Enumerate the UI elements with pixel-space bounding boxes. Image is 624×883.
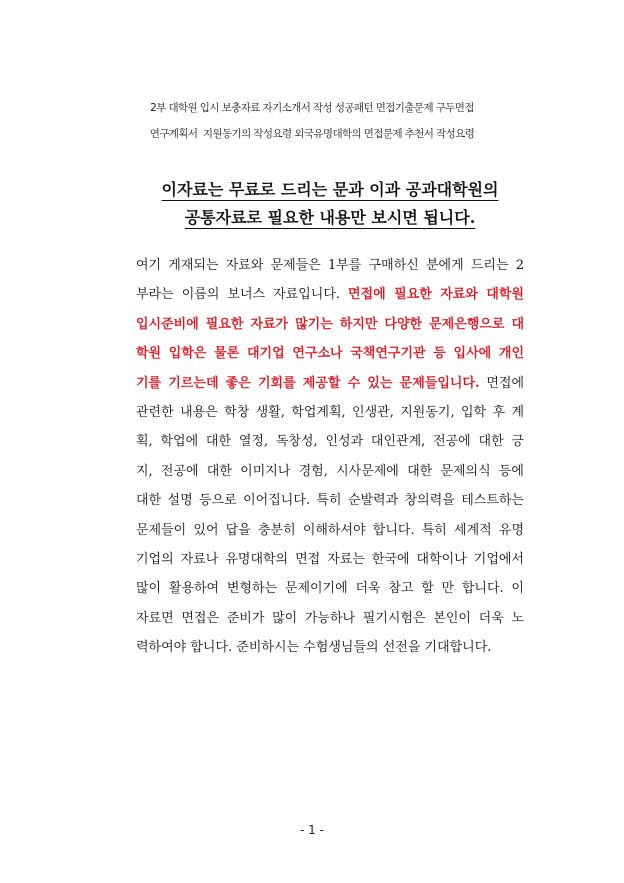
title-line-1: 이자료는 무료로 드리는 문과 이과 공과대학원의 bbox=[161, 180, 499, 199]
title-row-2 bbox=[136, 204, 524, 232]
highlighted-text: 학원 입학은 물론 대기업 연구소나 국책연구기관 등 입사에 개인 bbox=[136, 346, 524, 362]
body-line bbox=[136, 310, 524, 339]
body-text: 부라는 이름의 보너스 자료입니다. bbox=[136, 287, 349, 303]
body-line bbox=[136, 604, 524, 633]
body-text: 면접에 bbox=[479, 375, 524, 391]
body-line bbox=[136, 486, 524, 515]
page-number: - 1 - bbox=[300, 823, 324, 837]
body-line bbox=[136, 516, 524, 545]
body-line-last bbox=[136, 633, 524, 662]
body-text: 력하여야 합니다. 준비하시는 수험생님들의 선전을 기대합니다. bbox=[136, 640, 492, 656]
header-line-1: 2부 대학원 입시 보충자료 자기소개서 작성 성공패턴 면접기출문제 구두면접 bbox=[150, 102, 474, 114]
body-paragraph bbox=[136, 251, 524, 662]
highlighted-text: 입시준비에 필요한 자료가 많기는 하지만 다양한 문제은행으로 대 bbox=[136, 316, 524, 332]
body-text: 기업의 자료나 유명대학의 면접 자료는 한국에 대학이나 기업에서 bbox=[136, 551, 524, 567]
body-text: 대한 설명 등으로 이어집니다. 특히 순발력과 창의력을 테스트하는 bbox=[136, 493, 524, 509]
body-text: 많이 활용하여 변형하는 문제이기에 더욱 참고 할 만 합니다. 이 bbox=[136, 581, 524, 597]
title-row-1 bbox=[136, 176, 524, 204]
body-line bbox=[136, 339, 524, 368]
body-text: 문제들이 있어 답을 충분히 이해하셔야 합니다. 특히 세계적 유명 bbox=[136, 522, 524, 538]
highlighted-text: 면접에 필요한 자료와 대학원 bbox=[348, 287, 524, 303]
body-text: 획, 학업에 대한 열정, 독창성, 인성과 대인관계, 전공에 대한 긍 bbox=[136, 434, 524, 450]
body-line bbox=[136, 369, 524, 398]
body-text: 자료면 면접은 준비가 많이 가능하나 필기시험은 본인이 더욱 노 bbox=[136, 610, 524, 626]
title-line-2: 공통자료로 필요한 내용만 보시면 됩니다. bbox=[184, 208, 476, 227]
document-title bbox=[136, 176, 524, 232]
highlighted-text: 기를 기르는데 좋은 기회를 제공할 수 있는 문제들입니다. bbox=[136, 375, 480, 391]
body-line bbox=[136, 398, 524, 427]
body-text: 여기 게재되는 자료와 문제들은 1부를 구매하신 분에게 드리는 2 bbox=[136, 258, 524, 273]
document-header bbox=[0, 95, 624, 147]
header-line-2: 연구계획서 지원동기의 작성요령 외국유명대학의 면접문제 추천서 작성요령 bbox=[149, 128, 475, 140]
body-line bbox=[136, 574, 524, 603]
body-text: 지, 전공에 대한 이미지나 경험, 시사문제에 대한 문제의식 등에 bbox=[136, 463, 524, 479]
body-line bbox=[136, 427, 524, 456]
body-line bbox=[136, 545, 524, 574]
body-line bbox=[136, 251, 524, 280]
body-line bbox=[136, 457, 524, 486]
body-line bbox=[136, 280, 524, 309]
body-text: 관련한 내용은 학창 생활, 학업계획, 인생관, 지원동기, 입학 후 계 bbox=[136, 404, 524, 420]
